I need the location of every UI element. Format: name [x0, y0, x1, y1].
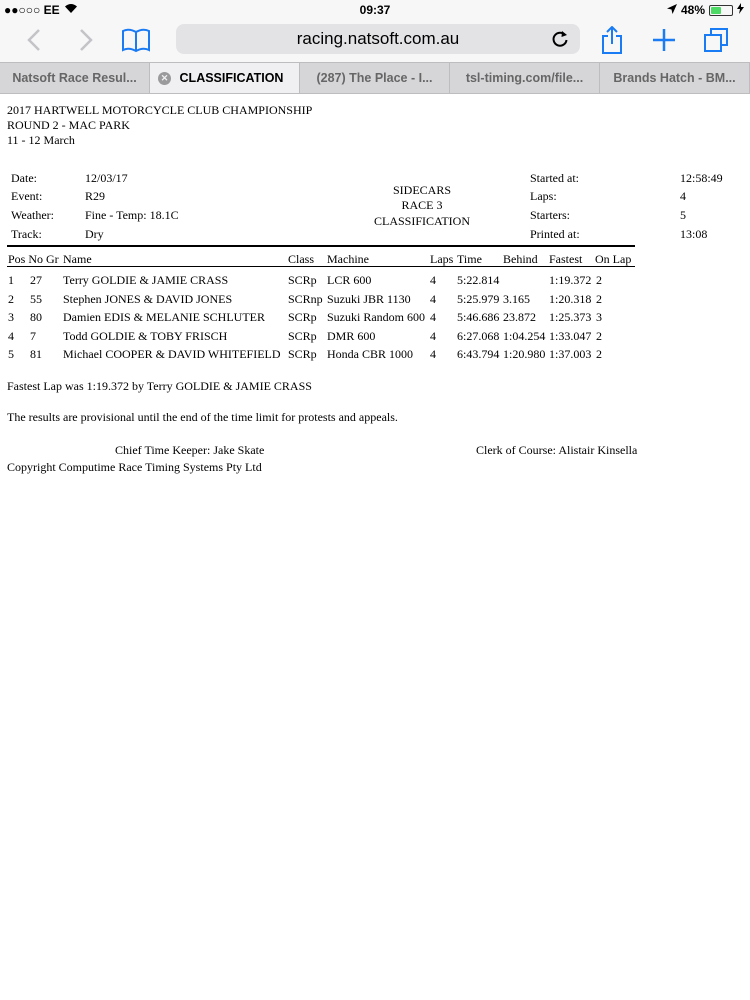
cell-behind: 1:04.254: [503, 328, 546, 343]
cell-name: Terry GOLDIE & JAMIE CRASS: [63, 273, 229, 287]
cell-no: 55: [30, 291, 42, 306]
cell-time: 5:25.979: [457, 291, 500, 306]
date-range: 11 - 12 March: [7, 133, 75, 147]
cell-laps: 4: [430, 310, 436, 324]
cell-time: 6:27.068: [457, 328, 500, 343]
cell-fastest: 1:19.372: [549, 273, 592, 287]
cell-time: 5:46.686: [457, 310, 500, 324]
tab-classification[interactable]: ✕ CLASSIFICATION: [150, 63, 300, 93]
cell-class: SCRp: [288, 347, 317, 361]
cell-behind: 1:20.980: [503, 347, 546, 361]
cell-class: SCRp: [288, 328, 317, 343]
cell-no: 80: [30, 310, 42, 324]
battery-percent: 48%: [680, 3, 705, 17]
info-label: Event:: [11, 189, 43, 203]
cell-behind: 3.165: [503, 291, 530, 306]
cell-no: 27: [30, 273, 42, 287]
cell-no: 81: [30, 347, 42, 361]
championship-title: 2017 HARTWELL MOTORCYCLE CLUB CHAMPIONSHIP: [7, 103, 313, 117]
cell-machine: LCR 600: [327, 273, 372, 287]
copyright-note: Copyright Computime Race Timing Systems Pty Ltd: [7, 460, 262, 474]
cell-pos: 5: [8, 347, 14, 361]
info-label: Track:: [11, 227, 42, 241]
cell-on-lap: 2: [596, 291, 602, 306]
report-type: CLASSIFICATION: [373, 214, 470, 228]
reload-icon[interactable]: [550, 29, 570, 49]
info-value: Fine - Temp: 18.1C: [85, 208, 179, 222]
info-value: 5: [680, 208, 686, 222]
address-bar[interactable]: [176, 24, 580, 54]
cell-name: Stephen JONES & DAVID JONES: [63, 291, 233, 306]
cell-no: 7: [30, 328, 36, 343]
cell-machine: Honda CBR 1000: [327, 347, 414, 361]
tabs-overview-button[interactable]: [700, 24, 732, 56]
col-header-laps: Laps: [430, 252, 454, 266]
race-category: SIDECARS: [392, 183, 451, 197]
cell-fastest: 1:20.318: [549, 291, 592, 306]
cell-class: SCRnp: [288, 291, 323, 306]
chief-time-keeper: Chief Time Keeper: Jake Skate: [115, 443, 265, 457]
cell-laps: 4: [430, 291, 436, 306]
info-value: 12:58:49: [680, 171, 723, 185]
cell-machine: Suzuki Random 600: [327, 310, 425, 324]
cell-laps: 4: [430, 328, 436, 343]
tab-tsl-timing[interactable]: tsl-timing.com/file...: [450, 63, 600, 93]
col-header-machine: Machine: [327, 252, 369, 266]
provisional-note: The results are provisional until the end of the time limit for protests and appeals.: [7, 410, 398, 424]
cell-time: 5:22.814: [457, 273, 500, 287]
fastest-lap-note: Fastest Lap was 1:19.372 by Terry GOLDIE & JAMIE CRASS: [7, 379, 312, 393]
back-button[interactable]: [18, 24, 50, 56]
table-top-rule: [7, 245, 635, 247]
cell-laps: 4: [430, 347, 436, 361]
cell-name: Michael COOPER & DAVID WHITEFIELD: [63, 347, 281, 361]
charging-icon: [737, 3, 744, 17]
col-header-on-lap: On Lap: [595, 252, 632, 266]
chevron-right-icon: [79, 29, 93, 51]
info-value: R29: [85, 189, 106, 203]
clerk-of-course: Clerk of Course: Alistair Kinsella: [476, 443, 638, 457]
cell-pos: 4: [8, 328, 14, 343]
info-value: 13:08: [680, 227, 708, 241]
tab-natsoft[interactable]: Natsoft Race Resul...: [0, 63, 150, 93]
cell-class: SCRp: [288, 310, 317, 324]
info-label: Starters:: [530, 208, 570, 222]
race-number: RACE 3: [401, 198, 443, 212]
carrier-signal: ●●○○○ EE: [4, 3, 60, 17]
clock: 09:37: [359, 3, 391, 17]
tab-brands-hatch[interactable]: Brands Hatch - BM...: [600, 63, 750, 93]
cell-machine: DMR 600: [327, 328, 376, 343]
info-value: 12/03/17: [85, 171, 128, 185]
cell-class: SCRp: [288, 273, 317, 287]
status-bar: [0, 0, 750, 20]
info-label: Printed at:: [530, 227, 580, 241]
cell-name: Damien EDIS & MELANIE SCHLUTER: [63, 310, 265, 324]
round-title: ROUND 2 - MAC PARK: [7, 118, 130, 132]
url-text: racing.natsoft.com.au: [296, 29, 460, 48]
col-header-behind: Behind: [503, 252, 538, 266]
info-value: 4: [680, 189, 686, 203]
cell-pos: 3: [8, 310, 14, 324]
cell-on-lap: 2: [596, 273, 602, 287]
info-label: Date:: [11, 171, 37, 185]
cell-fastest: 1:37.003: [549, 347, 592, 361]
cell-fastest: 1:25.373: [549, 310, 592, 324]
location-icon: [667, 3, 677, 17]
forward-button[interactable]: [70, 24, 102, 56]
cell-on-lap: 2: [596, 328, 602, 343]
share-button[interactable]: [596, 24, 628, 56]
share-icon: [601, 26, 623, 54]
table-header-rule: [7, 266, 635, 267]
cell-pos: 2: [8, 291, 14, 306]
plus-icon: [652, 28, 676, 52]
col-header-fastest: Fastest: [549, 252, 583, 266]
cell-machine: Suzuki JBR 1130: [327, 291, 411, 306]
close-tab-icon[interactable]: ✕: [158, 72, 171, 85]
cell-pos: 1: [8, 273, 14, 287]
cell-on-lap: 2: [596, 347, 602, 361]
chevron-left-icon: [27, 29, 41, 51]
tab-the-place[interactable]: (287) The Place - I...: [300, 63, 450, 93]
browser-toolbar: [0, 20, 750, 62]
col-header-time: Time: [457, 252, 482, 266]
info-label: Started at:: [530, 171, 579, 185]
info-label: Laps:: [530, 189, 557, 203]
col-header-class: Class: [288, 252, 315, 266]
info-value: Dry: [85, 227, 104, 241]
col-header-name: Name: [63, 252, 92, 266]
new-tab-button[interactable]: [648, 24, 680, 56]
cell-laps: 4: [430, 273, 436, 287]
book-icon: [121, 27, 151, 53]
battery-icon: [709, 5, 733, 16]
info-label: Weather:: [11, 208, 55, 222]
cell-time: 6:43.794: [457, 347, 500, 361]
cell-name: Todd GOLDIE & TOBY FRISCH: [63, 328, 228, 343]
tab-bar: [0, 62, 750, 94]
cell-behind: 23.872: [503, 310, 536, 324]
bookmarks-button[interactable]: [120, 24, 152, 56]
col-header-pos-no-gr: Pos No Gr: [8, 252, 59, 266]
cell-fastest: 1:33.047: [549, 328, 592, 343]
cell-on-lap: 3: [596, 310, 602, 324]
tabs-icon: [703, 27, 729, 53]
